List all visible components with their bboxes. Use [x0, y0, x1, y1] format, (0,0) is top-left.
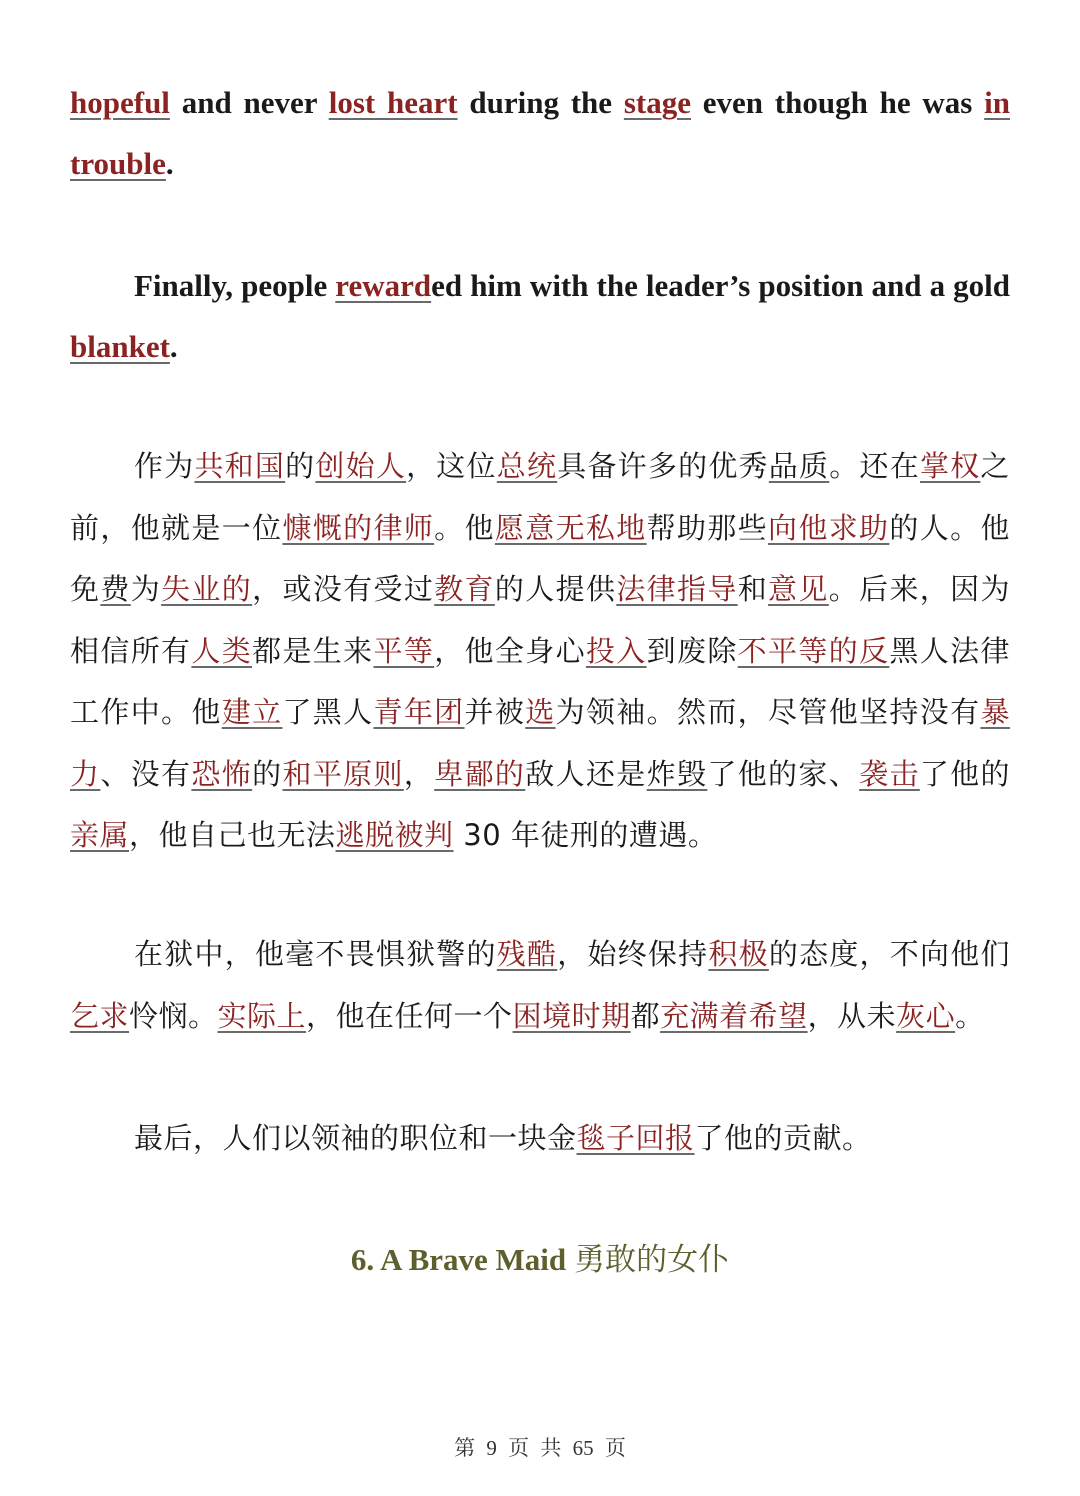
- page-number-footer: 第 9 页 共 65 页: [454, 1436, 626, 1460]
- vocab-word: 青年团: [373, 695, 465, 729]
- text-segment: 。后来，因为相信所有: [70, 572, 1010, 668]
- underlined-word: 品质: [768, 449, 830, 483]
- vocab-word: 恐怖: [191, 756, 253, 791]
- text-segment: 都: [630, 998, 661, 1033]
- vocab-word: 愿意无私地: [494, 510, 647, 545]
- text-segment: 。: [955, 998, 985, 1033]
- vocab-word: 实际上: [217, 998, 307, 1033]
- text-segment: 了黑人: [282, 695, 374, 729]
- vocab-word: 人类: [191, 633, 253, 668]
- english-paragraph-2: [70, 255, 1010, 377]
- text-segment: ，他全身心: [434, 633, 586, 668]
- chinese-paragraph-3: [70, 1108, 1010, 1170]
- vocab-word: lost heart: [328, 85, 458, 120]
- text-segment: 的: [285, 449, 316, 483]
- vocab-word: 积极: [708, 937, 769, 971]
- vocab-word: 乞求: [70, 998, 130, 1033]
- text-segment: 的态度，不向他们: [768, 937, 1010, 971]
- text-segment: even though he was: [690, 85, 985, 120]
- section-heading-chinese: 勇敢的女仆: [574, 1242, 730, 1278]
- vocab-word: reward: [335, 268, 432, 303]
- text-segment: 的人。他免: [70, 510, 1010, 606]
- vocab-word: 亲属: [70, 818, 130, 852]
- text-segment: ，从未: [807, 998, 897, 1033]
- chinese-paragraph-2: [70, 924, 1010, 1047]
- vocab-word: 意见: [768, 572, 829, 606]
- text-segment: 具备许多的优秀: [557, 449, 769, 483]
- underlined-word: 费: [100, 572, 131, 606]
- text-segment: 之前，他就是一位: [70, 449, 1010, 545]
- text-segment: 敌人还是: [525, 756, 647, 791]
- text-segment: 的人提供: [494, 572, 617, 606]
- vocab-word: 失业的: [161, 572, 253, 606]
- vocab-word: 灰心: [896, 998, 956, 1033]
- vocab-word: 投入: [585, 633, 647, 668]
- text-segment: .: [165, 146, 174, 181]
- vocab-word: 和平原则: [282, 756, 404, 791]
- text-segment: 30 年徒刑的遭遇。: [453, 818, 718, 852]
- vocab-word: in trouble: [70, 85, 1010, 181]
- vocab-word: 建立: [221, 695, 283, 729]
- text-segment: 为领袖。然而，尽管他坚持没有: [555, 695, 981, 729]
- underlined-word: 炸毁: [646, 756, 708, 791]
- section-heading: [0, 1230, 1080, 1290]
- text-segment: during the: [457, 85, 624, 120]
- text-segment: 怜悯。: [129, 998, 218, 1033]
- text-segment: 都是生来: [252, 633, 374, 668]
- vocab-word: 残酷: [496, 937, 558, 971]
- vocab-word: hopeful: [70, 85, 170, 120]
- vocab-word: blanket: [70, 329, 170, 364]
- vocab-word: 暴力: [70, 695, 1010, 791]
- vocab-word: 向他求助: [768, 510, 890, 545]
- vocab-word: 法律指导: [616, 572, 738, 606]
- text-segment: 最后，人们以领袖的职位和一块金: [134, 1121, 577, 1155]
- vocab-word: 充满着希望: [660, 998, 808, 1033]
- vocab-word: 选: [525, 695, 556, 729]
- vocab-word: 共和国: [194, 449, 286, 483]
- text-segment: 到废除: [646, 633, 738, 668]
- vocab-word: 困境时期: [512, 998, 631, 1033]
- text-segment: 了他的: [919, 756, 1010, 791]
- text-segment: 和: [737, 572, 769, 606]
- text-segment: ，这位: [406, 449, 497, 483]
- text-segment: ed him with the leader’s position and a gold: [431, 268, 1010, 303]
- text-segment: .: [169, 329, 178, 364]
- vocab-word: 逃脱被判: [335, 818, 454, 852]
- text-segment: Finally, people: [134, 268, 336, 303]
- vocab-word: 平等: [373, 633, 435, 668]
- text-segment: 了他的家、: [707, 756, 860, 791]
- text-segment: ，始终保持: [557, 937, 709, 971]
- text-segment: 作为: [134, 449, 195, 483]
- text-segment: 、没有: [100, 756, 192, 791]
- vocab-word: 不平等的反: [737, 633, 890, 668]
- text-segment: 黑人法律工作中。他: [70, 633, 1010, 729]
- vocab-word: 掌权: [919, 449, 981, 483]
- text-segment: 为: [130, 572, 162, 606]
- vocab-word: 袭击: [859, 756, 920, 791]
- english-paragraph-1: [70, 72, 1010, 194]
- text-segment: ，: [403, 756, 435, 791]
- text-segment: 并被: [464, 695, 526, 729]
- text-segment: ，他在任何一个: [306, 998, 513, 1033]
- text-segment: and never: [169, 85, 329, 120]
- vocab-word: stage: [623, 85, 691, 120]
- vocab-word: 教育: [434, 572, 495, 606]
- text-segment: 。还在: [829, 449, 920, 483]
- vocab-word: 总统: [496, 449, 558, 483]
- text-segment: 在狱中，他毫不畏惧狱警的: [134, 937, 497, 971]
- section-heading-english: 6. A Brave Maid: [350, 1242, 567, 1277]
- text-segment: ，或没有受过: [252, 572, 435, 606]
- vocab-word: 毯子回报: [576, 1121, 695, 1155]
- chinese-paragraph-1: [70, 436, 1010, 867]
- text-segment: 了他的贡献。: [694, 1121, 872, 1155]
- text-segment: ，他自己也无法: [129, 818, 336, 852]
- vocab-word: 卑鄙的: [434, 756, 526, 791]
- text-segment: 帮助那些: [646, 510, 768, 545]
- text-segment: 。他: [434, 510, 495, 545]
- vocab-word: 慷慨的律师: [282, 510, 435, 545]
- text-segment: 的: [252, 756, 283, 791]
- vocab-word: 创始人: [315, 449, 407, 483]
